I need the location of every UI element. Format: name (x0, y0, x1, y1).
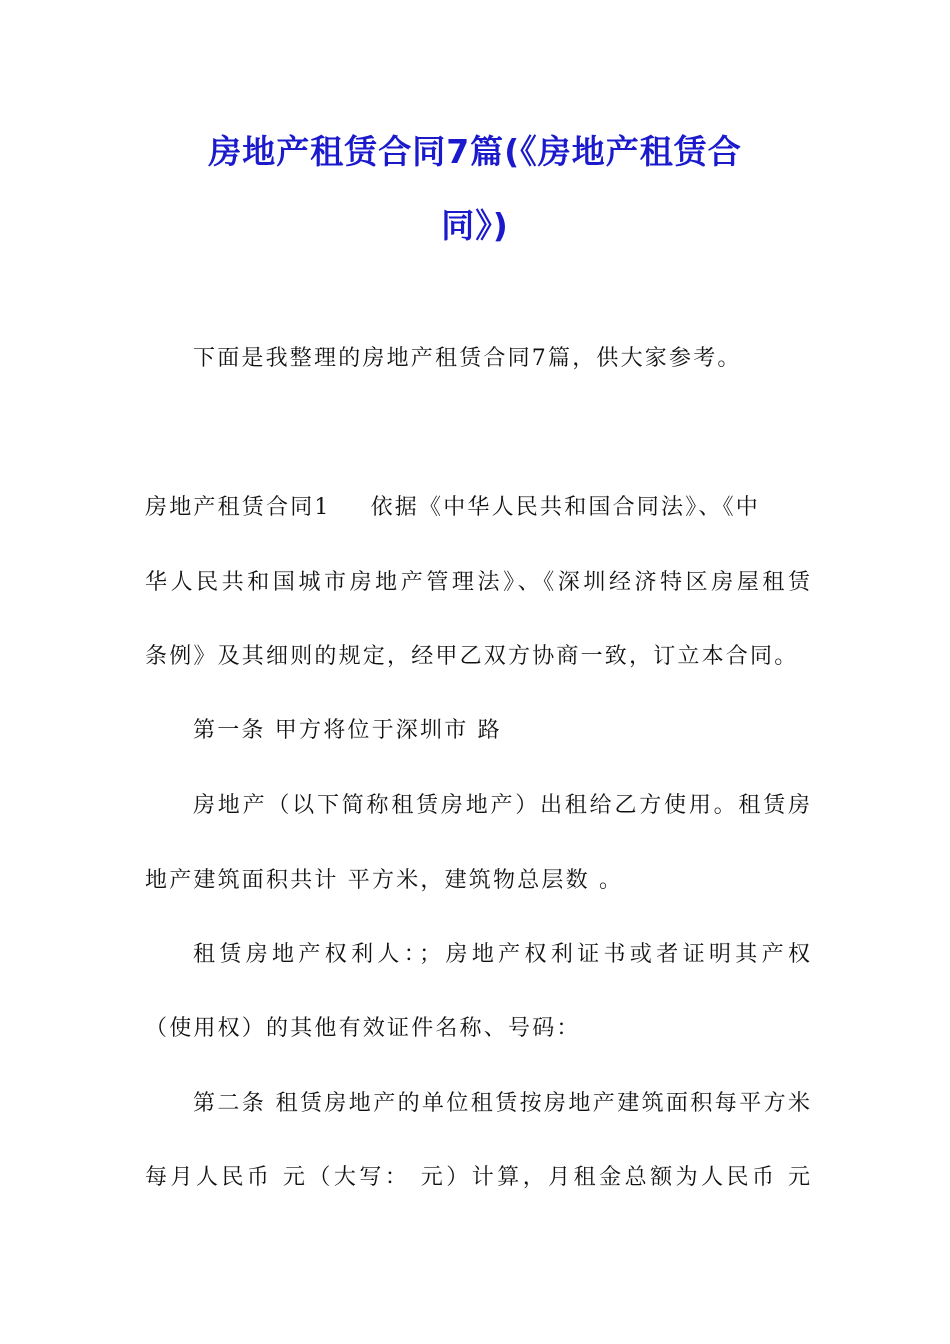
article-two-heading: 第二条 租赁房地产的单位租赁按房地产建筑面积每平方米 (193, 1091, 810, 1116)
body-line: 房地产（以下简称租赁房地产）出租给乙方使用。租赁房 (193, 793, 810, 818)
contract-heading: 房地产租赁合同1 (145, 495, 331, 520)
contract-heading-line (145, 493, 810, 523)
document-title-line-2: 同》) (441, 206, 509, 245)
intro-paragraph: 下面是我整理的房地产租赁合同7篇，供大家参考。 (193, 346, 742, 371)
body-line: 每月人民币 元（大写： 元）计算，月租金总额为人民币 元 (145, 1165, 810, 1190)
body-line: 华人民共和国城市房地产管理法》、《深圳经济特区房屋租赁 (145, 570, 810, 595)
document-title-line-1: 房地产租赁合同7篇(《房地产租赁合 (208, 132, 742, 171)
body-line: 地产建筑面积共计 平方米，建筑物总层数 。 (145, 868, 624, 893)
contract-preamble-start: 依据《中华人民共和国合同法》、《中 (370, 495, 761, 520)
body-line: （使用权）的其他有效证件名称、号码： (145, 1016, 581, 1041)
article-one-heading: 第一条 甲方将位于深圳市 路 (193, 718, 502, 743)
body-line: 条例》及其细则的规定，经甲乙双方协商一致，订立本合同。 (145, 644, 799, 669)
body-line: 租赁房地产权利人：；房地产权利证书或者证明其产权 (193, 942, 810, 967)
